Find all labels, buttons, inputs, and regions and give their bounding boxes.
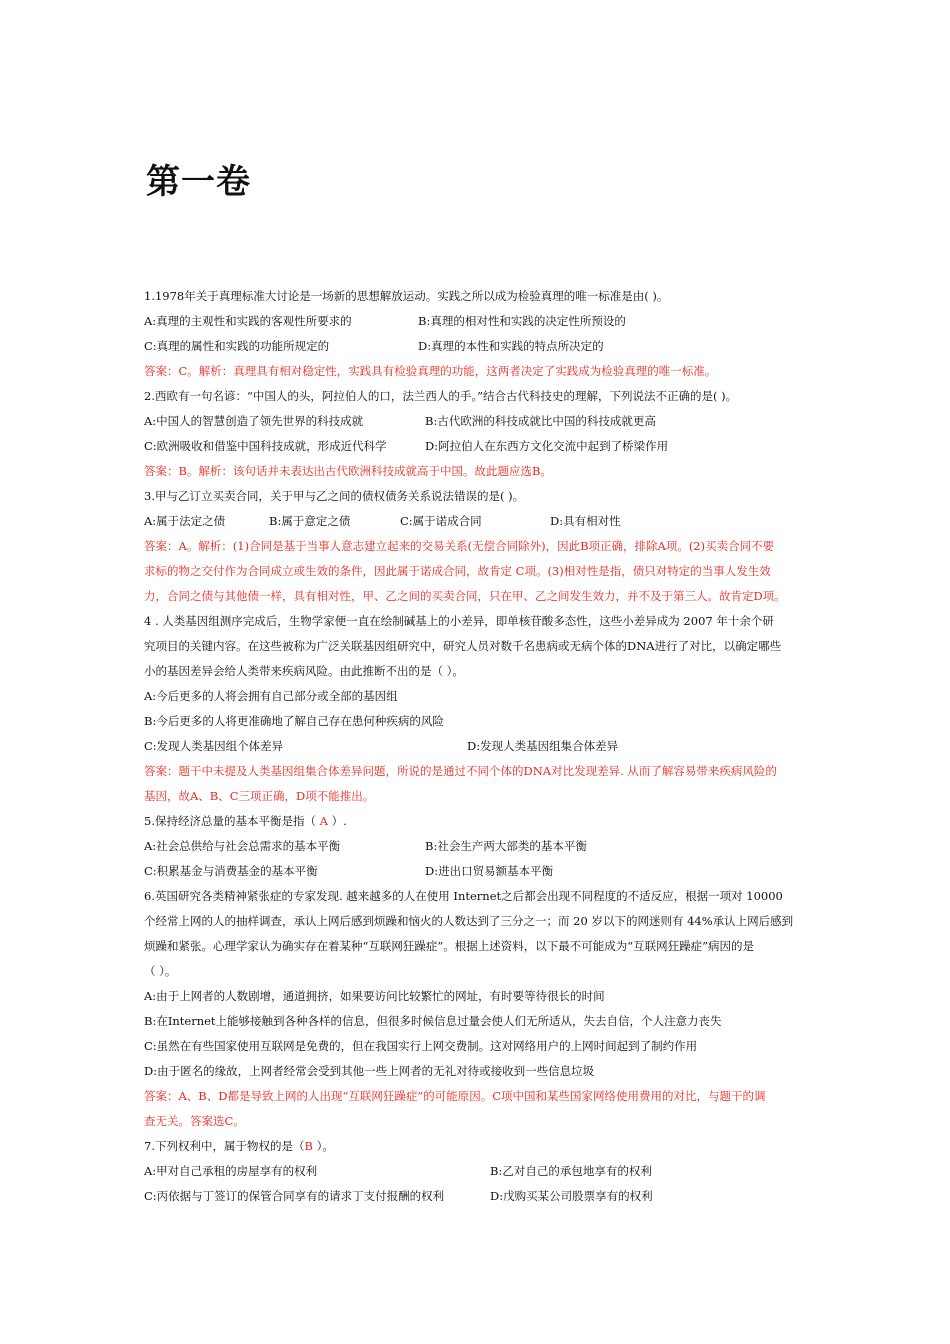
option-item: C:属于诺成合同 bbox=[400, 514, 482, 528]
text-line: 究项目的关键内容。在这些被称为广泛关联基因组研究中，研究人员对数千名患病或无病个体的DNA进行了对比，以确定哪些 bbox=[144, 639, 782, 653]
answer-line: 基因，故A、B、C三项正确，D项不能推出。 bbox=[144, 789, 375, 803]
option-item: A:属于法定之债 bbox=[144, 514, 226, 528]
inline-answer: A bbox=[319, 814, 328, 828]
text-line: 1.1978年关于真理标准大讨论是一场新的思想解放运动。实践之所以成为检验真理的唯一标准是由( )。 bbox=[144, 289, 669, 303]
option-left: A:社会总供给与社会总需求的基本平衡 bbox=[144, 839, 341, 853]
option-right: B:古代欧洲的科技成就比中国的科技成就更高 bbox=[425, 414, 656, 428]
text-line: D:由于匿名的缘故，上网者经常会受到其他一些上网者的无礼对待或接收到一些信息垃圾 bbox=[144, 1064, 595, 1078]
answer-line: 查无关。答案选C。 bbox=[144, 1114, 245, 1128]
answer-line: 答案：题干中未提及人类基因组集合体差异问题，所说的是通过不同个体的DNA对比发现差异. 从而了解容易带来疾病风险的 bbox=[144, 764, 777, 778]
option-left: A:甲对自己承租的房屋享有的权利 bbox=[144, 1164, 318, 1178]
answer-line: 答案：A。解析：(1)合同是基于当事人意志建立起来的交易关系(无偿合同除外)，因此B项正确，排除A项。(2)买卖合同不要 bbox=[144, 539, 775, 553]
option-left: C:发现人类基因组个体差异 bbox=[144, 739, 284, 753]
text-line: 6.英国研究各类精神紧张症的专家发现. 越来越多的人在使用 Internet之后都会出现不同程度的不适反应，根据一项对 10000 bbox=[144, 889, 783, 903]
option-row bbox=[144, 409, 810, 434]
text-line: B:今后更多的人将更准确地了解自己存在患何种疾病的风险 bbox=[144, 714, 444, 728]
option-row bbox=[144, 309, 810, 334]
option-row bbox=[144, 834, 810, 859]
option-row bbox=[144, 859, 810, 884]
text-line: C:虽然在有些国家使用互联网是免费的，但在我国实行上网交费制。这对网络用户的上网时间起到了制约作用 bbox=[144, 1039, 698, 1053]
text-line: A:由于上网者的人数剧增，通道拥挤，如果要访问比较繁忙的网址，有时要等待很长的时间 bbox=[144, 989, 605, 1003]
text-line: 2.西欧有一句名谚：“中国人的头，阿拉伯人的口，法兰西人的手。”结合古代科技史的理解，下列说法不正确的是( )。 bbox=[144, 389, 738, 403]
question-text-end: ）。 bbox=[312, 1139, 334, 1153]
question-list bbox=[144, 284, 810, 1209]
text-line: （ ）。 bbox=[144, 964, 177, 978]
question-line bbox=[144, 1134, 810, 1159]
option-right: D:真理的本性和实践的特点所决定的 bbox=[418, 339, 604, 353]
text-line: 个经常上网的人的抽样调查，承认上网后感到烦躁和恼火的人数达到了三分之一；而 20 岁以下的网迷则有 44%承认上网后感到 bbox=[144, 914, 794, 928]
option-row bbox=[144, 734, 810, 759]
option-right: B:乙对自己的承包地享有的权利 bbox=[490, 1164, 652, 1178]
text-line: 3.甲与乙订立买卖合同，关于甲与乙之间的债权债务关系说法错误的是( )。 bbox=[144, 489, 525, 503]
text-line: B:在Internet上能够接触到各种各样的信息，但很多时候信息过量会使人们无所适从，失去自信，个人注意力丧失 bbox=[144, 1014, 722, 1028]
option-row bbox=[144, 434, 810, 459]
question-text-end: ）. bbox=[327, 814, 347, 828]
option-right: B:真理的相对性和实践的决定性所预设的 bbox=[418, 314, 626, 328]
option-item: D:具有相对性 bbox=[550, 514, 621, 528]
option-right: D:进出口贸易额基本平衡 bbox=[425, 864, 554, 878]
text-line: 烦躁和紧张。心理学家认为确实存在着某种“互联网狂躁症”。根据上述资料，以下最不可能成为“互联网狂躁症”病因的是 bbox=[144, 939, 755, 953]
answer-line: 答案：C。解析：真理具有相对稳定性，实践具有检验真理的功能，这两者决定了实践成为检验真理的唯一标准。 bbox=[144, 364, 717, 378]
inline-answer: B bbox=[304, 1139, 313, 1153]
option-row bbox=[144, 509, 810, 534]
option-row bbox=[144, 1184, 810, 1209]
option-right: D:发现人类基因组集合体差异 bbox=[467, 739, 619, 753]
option-right: D:戊购买某公司股票享有的权利 bbox=[490, 1189, 653, 1203]
option-left: C:积累基金与消费基金的基本平衡 bbox=[144, 864, 318, 878]
option-left: A:真理的主观性和实践的客观性所要求的 bbox=[144, 314, 352, 328]
option-item: B:属于意定之债 bbox=[269, 514, 351, 528]
option-left: A:中国人的智慧创造了领先世界的科技成就 bbox=[144, 414, 364, 428]
answer-line: 答案：A、B、D都是导致上网的人出现“互联网狂躁症”的可能原因。C项中国和某些国家网络使用费用的对比，与题干的调 bbox=[144, 1089, 766, 1103]
question-line bbox=[144, 809, 810, 834]
question-text: 5.保持经济总量的基本平衡是指（ bbox=[144, 814, 320, 828]
text-line: 4 . 人类基因组测序完成后，生物学家便一直在绘制碱基上的小差异，即单核苷酸多态性，这些小差异成为 2007 年十余个研 bbox=[144, 614, 774, 628]
option-right: D:阿拉伯人在东西方文化交流中起到了桥梁作用 bbox=[425, 439, 669, 453]
option-left: C:欧洲吸收和借鉴中国科技成就，形成近代科学 bbox=[144, 439, 387, 453]
text-line: A:今后更多的人将会拥有自己部分或全部的基因组 bbox=[144, 689, 398, 703]
question-text: 7.下列权利中，属于物权的是（ bbox=[144, 1139, 305, 1153]
document-title: 第一卷 bbox=[146, 162, 251, 202]
option-row bbox=[144, 334, 810, 359]
option-left: C:丙依据与丁签订的保管合同享有的请求丁支付报酬的权利 bbox=[144, 1189, 445, 1203]
option-right: B:社会生产两大部类的基本平衡 bbox=[425, 839, 587, 853]
text-line: 小的基因差异会给人类带来疾病风险。由此推断不出的是（ ）。 bbox=[144, 664, 464, 678]
option-row bbox=[144, 1159, 810, 1184]
answer-line: 求标的物之交付作为合同成立或生效的条件，因此属于诺成合同，故肯定 C项。(3)相对性是指，债只对特定的当事人发生效 bbox=[144, 564, 771, 578]
answer-line: 力，合同之债与其他债一样，具有相对性，甲、乙之间的买卖合同，只在甲、乙之间发生效力，并不及于第三人。故肯定D项。 bbox=[144, 589, 786, 603]
answer-line: 答案：B。解析：该句话并未表达出古代欧洲科技成就高于中国。故此题应选B。 bbox=[144, 464, 552, 478]
option-left: C:真理的属性和实践的功能所规定的 bbox=[144, 339, 330, 353]
